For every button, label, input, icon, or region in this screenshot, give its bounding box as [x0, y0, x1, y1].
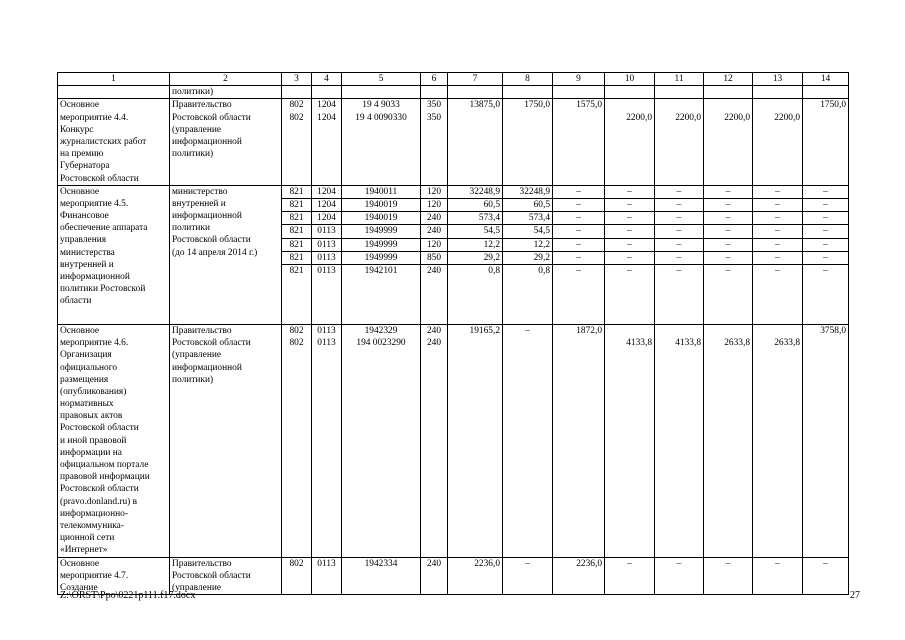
vr-cell: 240 240	[421, 324, 448, 557]
year-cell: 1575,0	[553, 99, 605, 185]
year-cell: –	[655, 238, 704, 251]
executor: Правительство Ростовской области (управление	[170, 557, 282, 595]
col-header-5: 5	[342, 73, 421, 86]
year-cell: –	[655, 212, 704, 225]
rzpr-cell: 0113 0113	[312, 324, 342, 557]
grbs-cell: 821	[282, 251, 312, 264]
rzpr-cell: 1204	[312, 185, 342, 198]
executor: Правительство Ростовской области (управление информационной политики)	[170, 324, 282, 557]
col-header-1: 1	[58, 73, 170, 86]
total-cell: 60,5	[448, 198, 503, 211]
rzpr-cell: 0113	[312, 557, 342, 595]
rzpr-cell: 0113	[312, 264, 342, 324]
rzpr-cell: 1204	[312, 198, 342, 211]
year-cell: 12,2	[503, 238, 553, 251]
year-cell: –	[803, 238, 849, 251]
year-cell: –	[753, 238, 803, 251]
executor: министерство внутренней и информационной политики Ростовской области (до 14 апреля 2014 г.)	[170, 185, 282, 324]
column-number-row	[58, 73, 849, 86]
year-cell: –	[753, 251, 803, 264]
year-cell: –	[704, 225, 753, 238]
csr-cell: 1942334	[342, 557, 421, 595]
col-header-9: 9	[553, 73, 605, 86]
year-cell: –	[655, 264, 704, 324]
grbs-cell: 802 802	[282, 99, 312, 185]
vr-cell: 350 350	[421, 99, 448, 185]
total-cell: 12,2	[448, 238, 503, 251]
col-header-12: 12	[704, 73, 753, 86]
year-cell: 1750,0	[503, 99, 553, 185]
year-cell: –	[553, 185, 605, 198]
rzpr-cell: 0113	[312, 251, 342, 264]
year-cell: –	[553, 225, 605, 238]
grbs-cell: 821	[282, 185, 312, 198]
col-header-11: 11	[655, 73, 704, 86]
activity-row-4-6	[58, 324, 849, 557]
year-cell: 2200,0	[655, 99, 704, 185]
csr-cell: 1940019	[342, 212, 421, 225]
year-cell: –	[753, 212, 803, 225]
col-header-14: 14	[803, 73, 849, 86]
total-cell: 29,2	[448, 251, 503, 264]
year-cell: –	[704, 198, 753, 211]
grbs-cell: 821	[282, 264, 312, 324]
vr-cell: 240	[421, 264, 448, 324]
year-cell: –	[704, 238, 753, 251]
grbs-cell: 821	[282, 238, 312, 251]
csr-cell: 1940019	[342, 198, 421, 211]
total-cell: 32248,9	[448, 185, 503, 198]
year-cell: –	[553, 212, 605, 225]
total-cell: 13875,0	[448, 99, 503, 185]
footer-file-path: Z:\ORST\Ppo\0221p111.f17.docx	[60, 590, 196, 601]
year-cell: –	[704, 212, 753, 225]
year-cell: –	[803, 251, 849, 264]
col-header-4: 4	[312, 73, 342, 86]
year-cell: –	[553, 198, 605, 211]
year-cell: –	[553, 238, 605, 251]
year-cell: –	[655, 251, 704, 264]
year-cell: 2236,0	[553, 557, 605, 595]
year-cell: –	[605, 225, 655, 238]
vr-cell: 240	[421, 557, 448, 595]
csr-cell: 1949999	[342, 225, 421, 238]
year-cell: –	[753, 264, 803, 324]
year-cell: –	[655, 185, 704, 198]
csr-cell: 1942329 194 0023290	[342, 324, 421, 557]
col-header-8: 8	[503, 73, 553, 86]
year-cell: –	[605, 251, 655, 264]
year-cell: 54,5	[503, 225, 553, 238]
year-cell: 32248,9	[503, 185, 553, 198]
grbs-cell: 821	[282, 198, 312, 211]
year-cell: –	[803, 264, 849, 324]
year-cell: 4133,8	[605, 324, 655, 557]
year-cell: –	[605, 185, 655, 198]
budget-table	[57, 72, 849, 595]
col-header-3: 3	[282, 73, 312, 86]
continuation-row	[58, 86, 849, 99]
col-header-10: 10	[605, 73, 655, 86]
year-cell: 2200,0	[753, 99, 803, 185]
vr-cell: 240	[421, 225, 448, 238]
year-cell: 3758,0	[803, 324, 849, 557]
year-cell: 4133,8	[655, 324, 704, 557]
grbs-cell: 802 802	[282, 324, 312, 557]
csr-cell: 1949999	[342, 238, 421, 251]
page-number: 27	[850, 590, 860, 601]
year-cell: –	[605, 557, 655, 595]
year-cell: –	[803, 225, 849, 238]
year-cell: –	[753, 225, 803, 238]
year-cell: –	[704, 185, 753, 198]
activity-row-4-7	[58, 557, 849, 595]
year-cell: –	[503, 324, 553, 557]
csr-cell: 1942101	[342, 264, 421, 324]
year-cell: 60,5	[503, 198, 553, 211]
activity-name: Основное мероприятие 4.6. Организация официального размещения (опубликования) нормативных правовых актов Ростовской области и иной правовой информации на официальном портале правовой информации Ростовской области (pravo.donland.ru) в информационно- телекоммуника- ционной сети «Интернет»	[58, 324, 170, 557]
vr-cell: 120	[421, 238, 448, 251]
year-cell: –	[655, 198, 704, 211]
activity-name: Основное мероприятие 4.7. Создание	[58, 557, 170, 595]
year-cell: –	[803, 557, 849, 595]
activity-row-4-5	[58, 185, 849, 198]
col-header-7: 7	[448, 73, 503, 86]
rzpr-cell: 0113	[312, 225, 342, 238]
rzpr-cell: 1204	[312, 212, 342, 225]
year-cell: –	[803, 198, 849, 211]
col-header-2: 2	[170, 73, 282, 86]
total-cell: 54,5	[448, 225, 503, 238]
col-header-6: 6	[421, 73, 448, 86]
year-cell: –	[753, 557, 803, 595]
year-cell: –	[753, 198, 803, 211]
total-cell: 2236,0	[448, 557, 503, 595]
grbs-cell: 802	[282, 557, 312, 595]
year-cell: –	[704, 557, 753, 595]
year-cell: –	[605, 198, 655, 211]
executor: Правительство Ростовской области (управление информационной политики)	[170, 99, 282, 185]
year-cell: 1750,0	[803, 99, 849, 185]
year-cell: –	[655, 557, 704, 595]
vr-cell: 120	[421, 185, 448, 198]
rzpr-cell: 0113	[312, 238, 342, 251]
continuation-text: политики)	[170, 86, 282, 99]
year-cell: –	[605, 238, 655, 251]
col-header-13: 13	[753, 73, 803, 86]
year-cell: –	[553, 264, 605, 324]
vr-cell: 850	[421, 251, 448, 264]
year-cell: 573,4	[503, 212, 553, 225]
vr-cell: 240	[421, 212, 448, 225]
total-cell: 573,4	[448, 212, 503, 225]
grbs-cell: 821	[282, 225, 312, 238]
year-cell: 1872,0	[553, 324, 605, 557]
year-cell: –	[753, 185, 803, 198]
year-cell: –	[704, 251, 753, 264]
year-cell: –	[605, 264, 655, 324]
year-cell: 2633,8	[753, 324, 803, 557]
year-cell: 0,8	[503, 264, 553, 324]
vr-cell: 120	[421, 198, 448, 211]
year-cell: 29,2	[503, 251, 553, 264]
year-cell: –	[605, 212, 655, 225]
activity-row-4-4	[58, 99, 849, 185]
year-cell: –	[803, 185, 849, 198]
year-cell: 2200,0	[605, 99, 655, 185]
year-cell: –	[655, 225, 704, 238]
total-cell: 19165,2	[448, 324, 503, 557]
activity-name: Основное мероприятие 4.4. Конкурс журналистских работ на премию Губернатора Ростовской области	[58, 99, 170, 185]
csr-cell: 1940011	[342, 185, 421, 198]
rzpr-cell: 1204 1204	[312, 99, 342, 185]
year-cell: –	[803, 212, 849, 225]
year-cell: 2633,8	[704, 324, 753, 557]
year-cell: –	[704, 264, 753, 324]
year-cell: –	[503, 557, 553, 595]
csr-cell: 19 4 9033 19 4 0090330	[342, 99, 421, 185]
year-cell: –	[553, 251, 605, 264]
total-cell: 0,8	[448, 264, 503, 324]
grbs-cell: 821	[282, 212, 312, 225]
year-cell: 2200,0	[704, 99, 753, 185]
activity-name: Основное мероприятие 4.5. Финансовое обеспечение аппарата управления министерства внутренней и информационной политики Ростовской области	[58, 185, 170, 324]
csr-cell: 1949999	[342, 251, 421, 264]
